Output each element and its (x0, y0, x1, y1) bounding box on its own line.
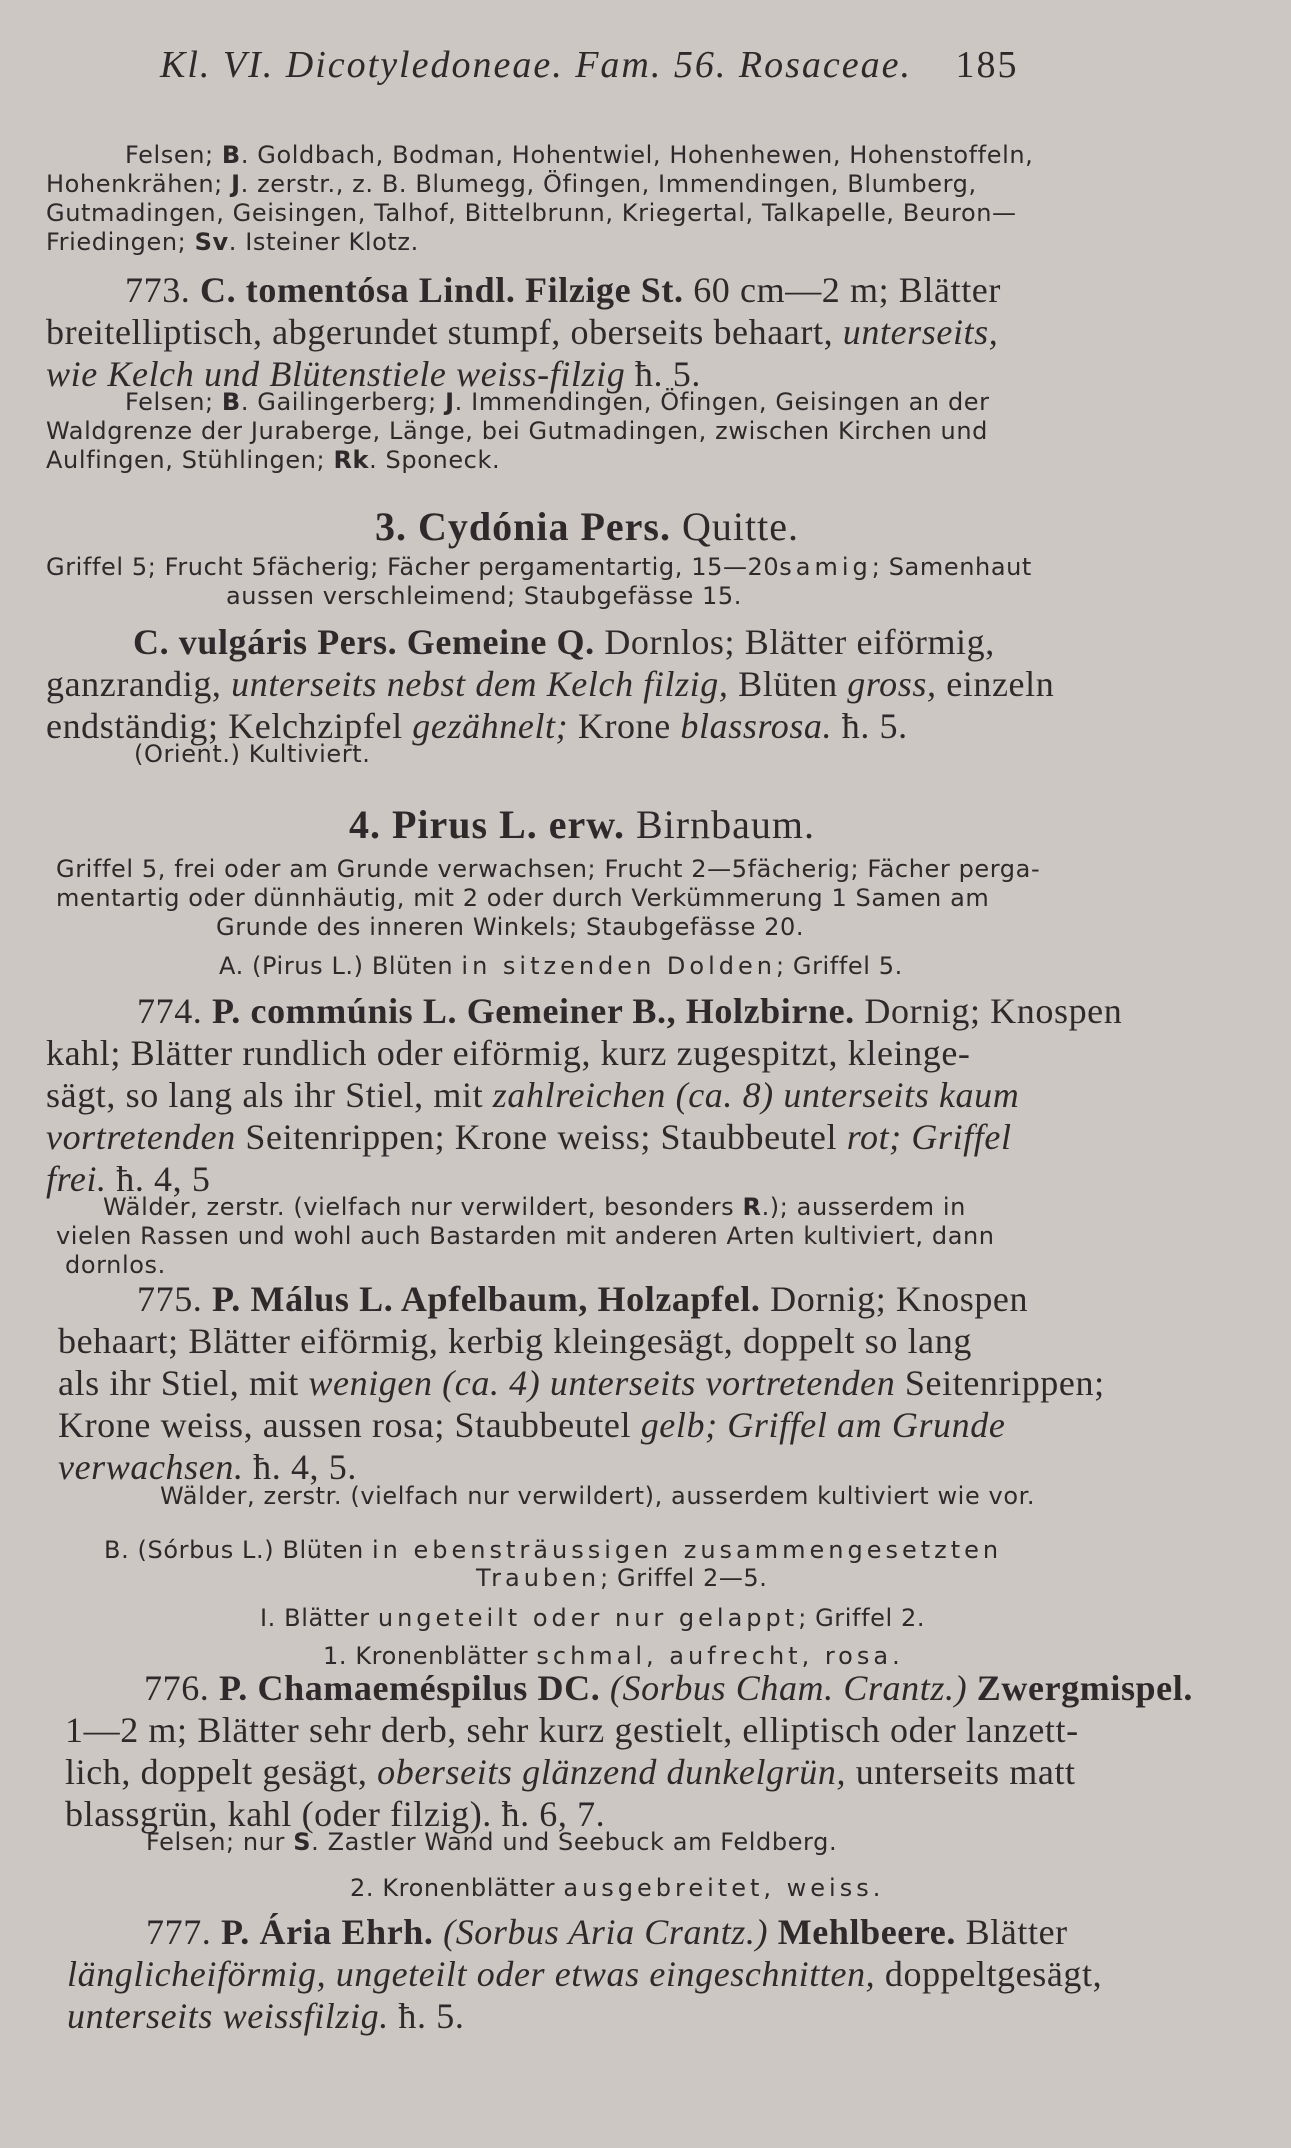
text-line: Wälder, zerstr. (vielfach nur verwildert, besonders R.); ausserdem in (103, 1193, 966, 1221)
text-line: lich, doppelt gesägt, oberseits glänzend dunkelgrün, unterseits matt (65, 1752, 1076, 1792)
text-line: 3. Cydónia Pers. Quitte. (375, 504, 799, 549)
text-line: endständig; Kelchzipfel gezähnelt; Krone blassrosa. ħ. 5. (46, 706, 908, 746)
text-line: Felsen; B. Goldbach, Bodman, Hohentwiel, Hohenhewen, Hohenstoffeln, (125, 141, 1034, 169)
text-line: 773. C. tomentósa Lindl. Filzige St. 60 cm—2 m; Blätter (125, 270, 1001, 310)
text-line: C. vulgáris Pers. Gemeine Q. Dornlos; Blätter eiförmig, (133, 622, 995, 662)
text-line: sägt, so lang als ihr Stiel, mit zahlreichen (ca. 8) unterseits kaum (46, 1075, 1020, 1115)
text-line: blassgrün, kahl (oder filzig). ħ. 6, 7. (65, 1794, 606, 1834)
text-line: I. Blätter ungeteilt oder nur gelappt; Griffel 2. (260, 1604, 926, 1632)
text-line: 1. Kronenblätter schmal, aufrecht, rosa. (323, 1642, 901, 1670)
text-line: Waldgrenze der Juraberge, Länge, bei Gutmadingen, zwischen Kirchen und (46, 417, 988, 445)
text-line: 1—2 m; Blätter sehr derb, sehr kurz gestielt, elliptisch oder lanzett- (65, 1710, 1079, 1750)
text-line: Felsen; B. Gailingerberg; J. Immendingen, Öfingen, Geisingen an der (125, 388, 990, 416)
text-line: Gutmadingen, Geisingen, Talhof, Bittelbrunn, Kriegertal, Talkapelle, Beuron— (46, 199, 1017, 227)
text-line: Wälder, zerstr. (vielfach nur verwildert), ausserdem kultiviert wie vor. (160, 1482, 1036, 1510)
header-title: Kl. VI. Dicotyledoneae. Fam. 56. Rosaceae. (160, 44, 912, 86)
text-line: frei. ħ. 4, 5 (46, 1159, 211, 1199)
text-line: Krone weiss, aussen rosa; Staubbeutel gelb; Griffel am Grunde (58, 1405, 1006, 1445)
text-line: Friedingen; Sv. Isteiner Klotz. (46, 228, 419, 256)
text-line: 775. P. Málus L. Apfelbaum, Holzapfel. Dornig; Knospen (137, 1279, 1029, 1319)
text-line: vortretenden Seitenrippen; Krone weiss; Staubbeutel rot; Griffel (46, 1117, 1012, 1157)
text-line: Felsen; nur S. Zastler Wand und Seebuck am Feldberg. (146, 1828, 838, 1856)
text-line: verwachsen. ħ. 4, 5. (58, 1447, 357, 1487)
text-line: 776. P. Chamaeméspilus DC. (Sorbus Cham. Crantz.) Zwergmispel. (144, 1668, 1193, 1708)
text-line: mentartig oder dünnhäutig, mit 2 oder durch Verkümmerung 1 Samen am (56, 884, 990, 912)
text-line: wie Kelch und Blütenstiele weiss-filzig ħ. 5. (46, 354, 701, 394)
text-line: 777. P. Ária Ehrh. (Sorbus Aria Crantz.) Mehlbeere. Blätter (146, 1912, 1068, 1952)
text-line: behaart; Blätter eiförmig, kerbig kleingesägt, doppelt so lang (58, 1321, 972, 1361)
text-line: Griffel 5; Frucht 5fächerig; Fächer pergamentartig, 15—20samig; Samenhaut (46, 553, 1032, 581)
text-line: 4. Pirus L. erw. Birnbaum. (349, 802, 815, 847)
text-line: länglicheiförmig, ungeteilt oder etwas eingeschnitten, doppeltgesägt, (67, 1954, 1103, 1994)
text-line: (Orient.) Kultiviert. (134, 740, 371, 768)
text-line: dornlos. (65, 1251, 166, 1279)
text-line: vielen Rassen und wohl auch Bastarden mit anderen Arten kultiviert, dann (56, 1222, 995, 1250)
text-line: B. (Sórbus L.) Blüten in ebensträussigen zusammengesetzten (104, 1536, 1003, 1564)
text-line: breitelliptisch, abgerundet stumpf, oberseits behaart, unterseits, (46, 312, 999, 352)
text-line: ganzrandig, unterseits nebst dem Kelch filzig, Blüten gross, einzeln (46, 664, 1055, 704)
text-line: 774. P. commúnis L. Gemeiner B., Holzbirne. Dornig; Knospen (137, 991, 1123, 1031)
text-line: unterseits weissfilzig. ħ. 5. (67, 1996, 465, 2036)
text-line: Trauben; Griffel 2—5. (476, 1564, 768, 1592)
text-line: A. (Pirus L.) Blüten in sitzenden Dolden; Griffel 5. (219, 952, 903, 980)
text-line: 2. Kronenblätter ausgebreitet, weiss. (350, 1874, 881, 1902)
text-line: als ihr Stiel, mit wenigen (ca. 4) unterseits vortretenden Seitenrippen; (58, 1363, 1105, 1403)
text-line: Griffel 5, frei oder am Grunde verwachsen; Frucht 2—5fächerig; Fächer perga- (56, 855, 1041, 883)
text-line: aussen verschleimend; Staubgefässe 15. (226, 582, 743, 610)
text-line: kahl; Blätter rundlich oder eiförmig, kurz zugespitzt, kleinge- (46, 1033, 971, 1073)
text-line: Grunde des inneren Winkels; Staubgefässe 20. (216, 913, 805, 941)
page-number: 185 (955, 44, 1019, 86)
text-line: Hohenkrähen; J. zerstr., z. B. Blumegg, Öfingen, Immendingen, Blumberg, (46, 170, 977, 198)
running-header (160, 46, 1018, 84)
text-line: Aulfingen, Stühlingen; Rk. Sponeck. (46, 446, 501, 474)
